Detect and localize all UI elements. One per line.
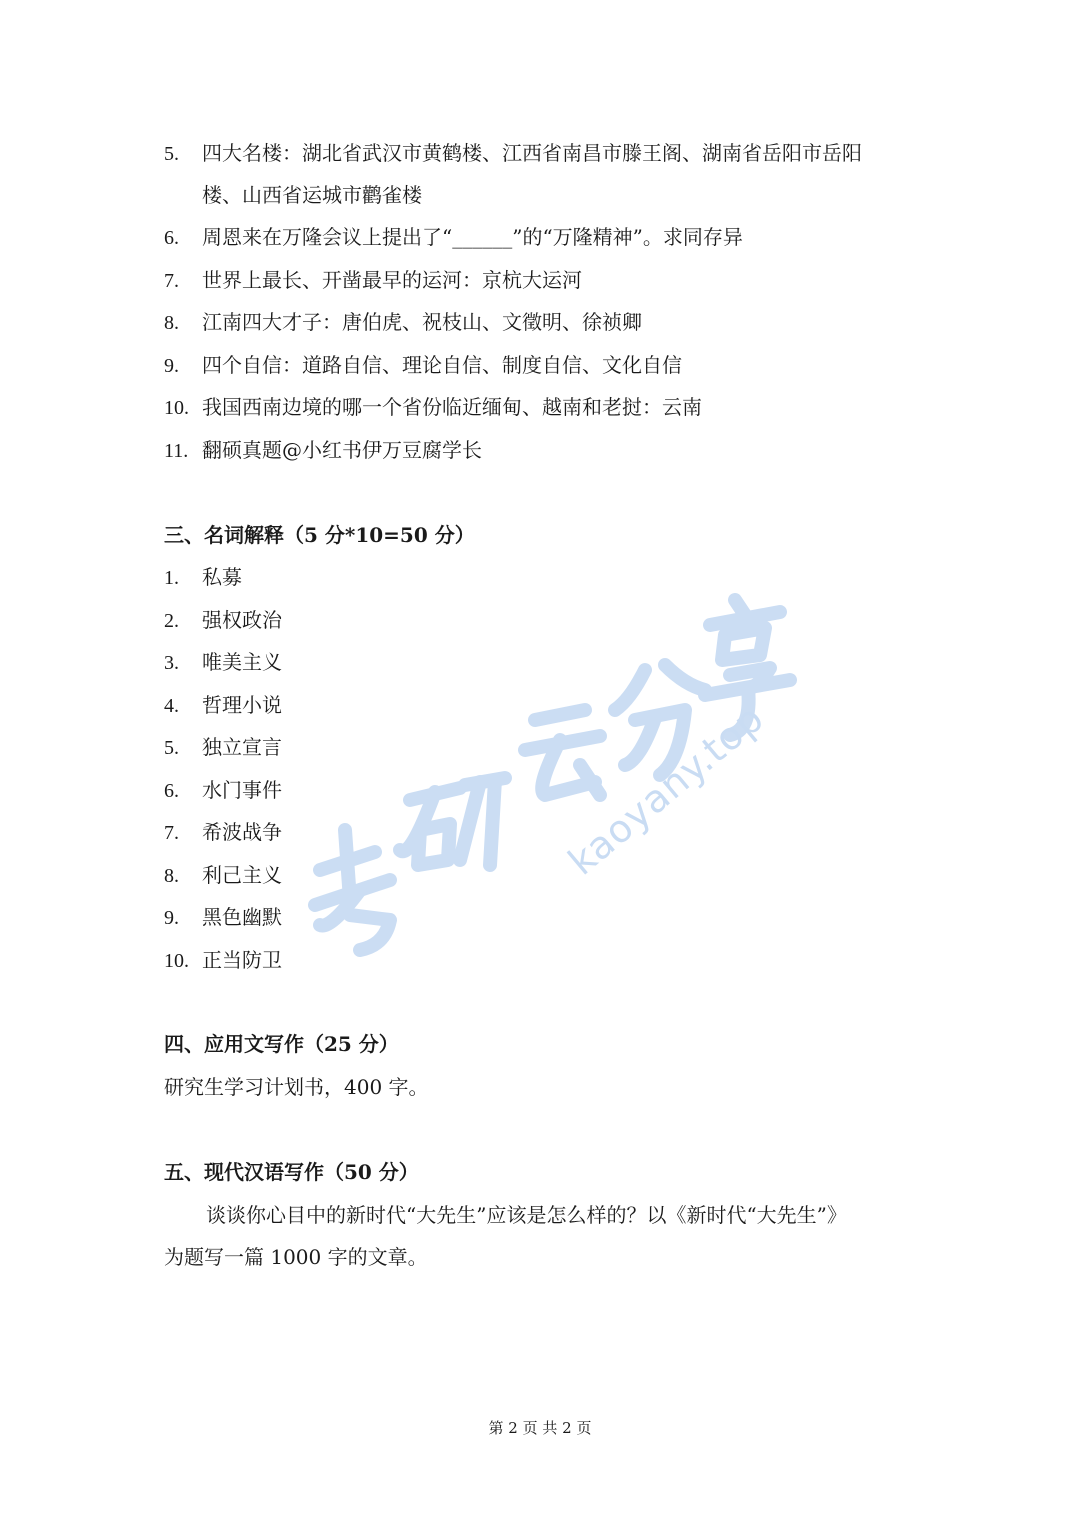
section-body-line: 谈谈你心目中的新时代“大先生”应该是怎么样的？以《新时代“大先生”》 bbox=[206, 1203, 847, 1227]
item-text: 周恩来在万隆会议上提出了“______”的“万隆精神”。求同存异 bbox=[202, 225, 743, 249]
list-item bbox=[164, 860, 282, 891]
item-number: 7. bbox=[164, 270, 179, 292]
item-text: 水门事件 bbox=[202, 778, 282, 802]
list-item bbox=[164, 902, 282, 933]
list-item bbox=[164, 307, 642, 338]
item-number: 8. bbox=[164, 312, 179, 334]
section-body: 研究生学习计划书，400 字。 bbox=[164, 1075, 429, 1099]
item-continuation: 楼、山西省运城市鹳雀楼 bbox=[202, 183, 422, 207]
item-text: 私募 bbox=[202, 565, 242, 589]
list-item bbox=[164, 392, 702, 423]
list-item bbox=[164, 732, 282, 763]
item-text: 四大名楼：湖北省武汉市黄鹤楼、江西省南昌市滕王阁、湖南省岳阳市岳阳 bbox=[202, 141, 862, 165]
item-text: 江南四大才子：唐伯虎、祝枝山、文徵明、徐祯卿 bbox=[202, 310, 642, 334]
list-item bbox=[164, 775, 282, 806]
item-text: 黑色幽默 bbox=[202, 905, 282, 929]
item-number: 9. bbox=[164, 355, 179, 377]
item-number: 11. bbox=[164, 440, 189, 462]
list-item bbox=[164, 945, 282, 976]
list-item bbox=[164, 435, 482, 466]
item-text: 哲理小说 bbox=[202, 693, 282, 717]
list-item bbox=[164, 222, 743, 253]
list-item bbox=[164, 605, 282, 636]
item-text: 我国西南边境的哪一个省份临近缅甸、越南和老挝：云南 bbox=[202, 395, 702, 419]
item-text: 正当防卫 bbox=[202, 948, 282, 972]
section-heading: 五、现代汉语写作（50 分） bbox=[164, 1160, 419, 1184]
item-text: 独立宣言 bbox=[202, 735, 282, 759]
list-item bbox=[164, 690, 282, 721]
item-text: 翻硕真题@小红书伊万豆腐学长 bbox=[202, 438, 482, 462]
item-text: 唯美主义 bbox=[202, 650, 282, 674]
item-text: 利己主义 bbox=[202, 863, 282, 887]
list-item bbox=[164, 562, 242, 593]
section-body-line: 为题写一篇 1000 字的文章。 bbox=[164, 1245, 428, 1269]
item-number: 8. bbox=[164, 865, 179, 887]
list-item bbox=[164, 647, 282, 678]
item-text: 希波战争 bbox=[202, 820, 282, 844]
watermark-calligraphy bbox=[290, 560, 810, 980]
page-footer: 第 2 页 共 2 页 bbox=[488, 1419, 592, 1437]
item-number: 2. bbox=[164, 610, 179, 632]
item-number: 9. bbox=[164, 907, 179, 929]
item-number: 3. bbox=[164, 652, 179, 674]
watermark-url: kaoyany.top bbox=[560, 695, 773, 884]
item-number: 10. bbox=[164, 397, 189, 419]
list-item bbox=[164, 350, 682, 381]
list-item bbox=[164, 265, 582, 296]
item-number: 10. bbox=[164, 950, 189, 972]
list-item bbox=[164, 138, 862, 169]
section-heading: 四、应用文写作（25 分） bbox=[164, 1032, 399, 1056]
item-number: 5. bbox=[164, 143, 179, 165]
list-item bbox=[164, 817, 282, 848]
item-number: 5. bbox=[164, 737, 179, 759]
item-number: 1. bbox=[164, 567, 179, 589]
item-text: 强权政治 bbox=[202, 608, 282, 632]
item-number: 7. bbox=[164, 822, 179, 844]
item-text: 世界上最长、开凿最早的运河：京杭大运河 bbox=[202, 268, 582, 292]
item-number: 6. bbox=[164, 780, 179, 802]
section-heading: 三、名词解释（5 分*10=50 分） bbox=[164, 523, 475, 547]
item-text: 四个自信：道路自信、理论自信、制度自信、文化自信 bbox=[202, 353, 682, 377]
item-number: 6. bbox=[164, 227, 179, 249]
item-number: 4. bbox=[164, 695, 179, 717]
